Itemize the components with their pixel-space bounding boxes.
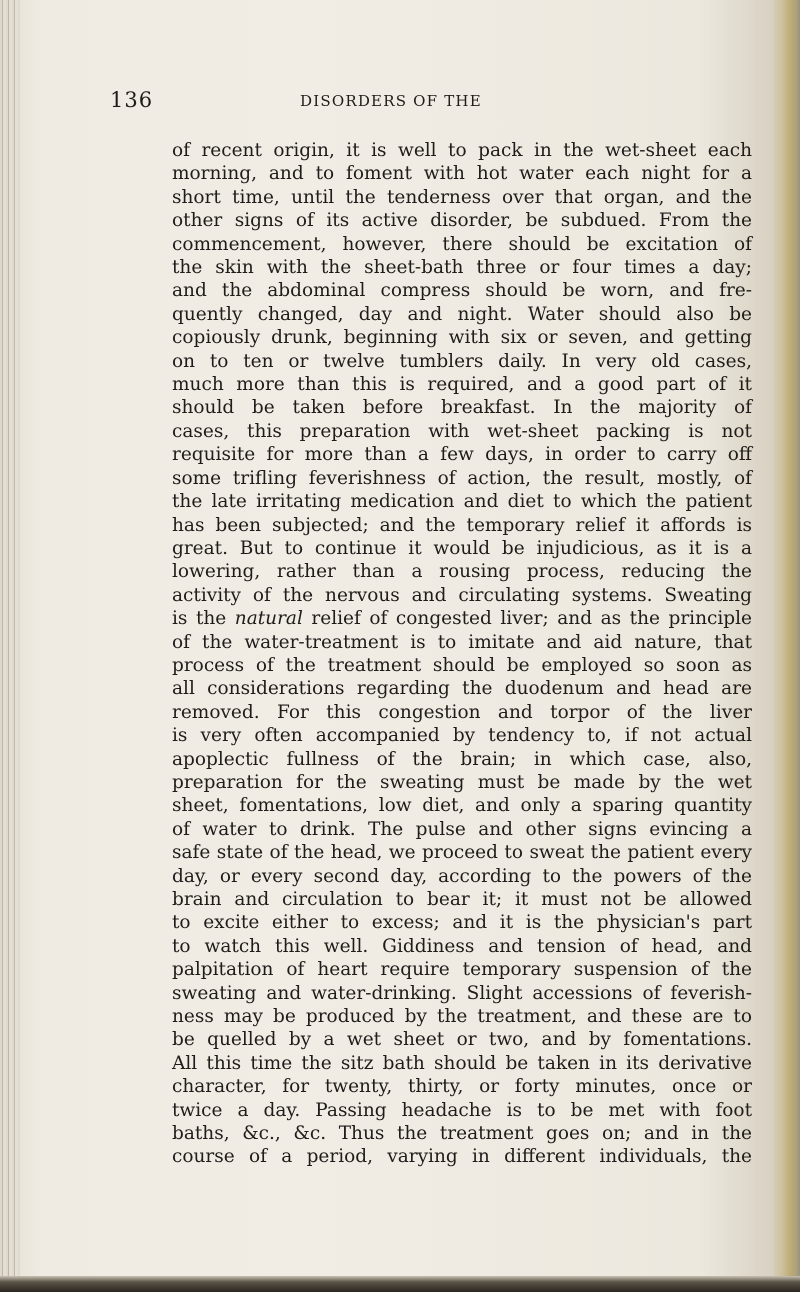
- running-head: DISORDERS OF THE: [300, 92, 482, 110]
- text-line: short time, until the tenderness over that organ, and the: [172, 186, 752, 208]
- page-fore-edge: [774, 0, 800, 1292]
- text-line: character, for twenty, thirty, or forty minutes, once or: [172, 1076, 752, 1098]
- text-line: of recent origin, it is well to pack in the wet-sheet each: [172, 140, 752, 161]
- text-line: great. But to continue it would be injudicious, as it is a: [172, 537, 752, 559]
- text-line: of the water-treatment is to imitate and aid nature, that: [172, 631, 752, 653]
- text-line: sweating and water-drinking. Slight accessions of feverish-: [172, 982, 752, 1004]
- text-line: day, or every second day, according to the powers of the: [172, 865, 752, 887]
- text-line: course of a period, varying in different individuals, the: [172, 1146, 752, 1168]
- text-line: [172, 607, 752, 630]
- text-line: sheet, fomentations, low diet, and only a sparing quantity: [172, 795, 752, 817]
- text-line: the late irritating medication and diet to which the patient: [172, 491, 752, 513]
- text-line: palpitation of heart require temporary suspension of the: [172, 959, 752, 981]
- text-line: to watch this well. Giddiness and tension of head, and: [172, 935, 752, 957]
- text-line: commencement, however, there should be excitation of: [172, 233, 752, 255]
- text-line: safe state of the head, we proceed to sweat the patient every: [172, 842, 752, 864]
- page-bottom-edge: [0, 1276, 800, 1292]
- text-fragment: relief of congested liver; and as the principle: [302, 608, 752, 630]
- text-line: removed. For this congestion and torpor of the liver: [172, 701, 752, 723]
- text-line: twice a day. Passing headache is to be met with foot: [172, 1099, 752, 1121]
- text-line: is very often accompanied by tendency to, if not actual: [172, 725, 752, 747]
- text-line: All this time the sitz bath should be taken in its derivative: [172, 1052, 752, 1074]
- text-line: some trifling feverishness of action, the result, mostly, of: [172, 467, 752, 489]
- text-line: quently changed, day and night. Water should also be: [172, 303, 752, 325]
- text-line: other signs of its active disorder, be subdued. From the: [172, 210, 752, 232]
- text-line: much more than this is required, and a good part of it: [172, 374, 752, 396]
- text-line: has been subjected; and the temporary relief it affords is: [172, 514, 752, 536]
- page-number: 136: [110, 88, 154, 112]
- text-line: preparation for the sweating must be made by the wet: [172, 771, 752, 793]
- text-line: process of the treatment should be employed so soon as: [172, 654, 752, 676]
- text-line: to excite either to excess; and it is the physician's part: [172, 912, 752, 934]
- text-fragment: is the: [172, 608, 235, 630]
- text-line: be quelled by a wet sheet or two, and by fomentations.: [172, 1029, 752, 1051]
- text-line: ness may be produced by the treatment, and these are to: [172, 1006, 752, 1028]
- text-line: the skin with the sheet-bath three or four times a day;: [172, 257, 752, 279]
- text-line: baths, &c., &c. Thus the treatment goes on; and in the: [172, 1123, 752, 1145]
- body-text: [172, 139, 752, 1169]
- text-line: brain and circulation to bear it; it must not be allowed: [172, 889, 752, 910]
- text-line: of water to drink. The pulse and other signs evincing a: [172, 818, 752, 840]
- page-header: [110, 88, 690, 118]
- text-line: and the abdominal compress should be worn, and fre-: [172, 280, 752, 302]
- text-line: should be taken before breakfast. In the majority of: [172, 397, 752, 419]
- text-line: morning, and to foment with hot water each night for a: [172, 163, 752, 185]
- italic-word: natural: [234, 608, 303, 630]
- text-line: cases, this preparation with wet-sheet packing is not: [172, 420, 752, 442]
- text-line: lowering, rather than a rousing process, reducing the: [172, 561, 752, 583]
- text-line: copiously drunk, beginning with six or seven, and getting: [172, 327, 752, 349]
- text-line: apoplectic fullness of the brain; in which case, also,: [172, 748, 752, 770]
- text-line: requisite for more than a few days, in order to carry off: [172, 444, 752, 466]
- text-line: all considerations regarding the duodenum and head are: [172, 678, 752, 700]
- page-binding-edge: [0, 0, 20, 1292]
- text-line: activity of the nervous and circulating systems. Sweating: [172, 584, 752, 606]
- text-line: on to ten or twelve tumblers daily. In very old cases,: [172, 350, 752, 372]
